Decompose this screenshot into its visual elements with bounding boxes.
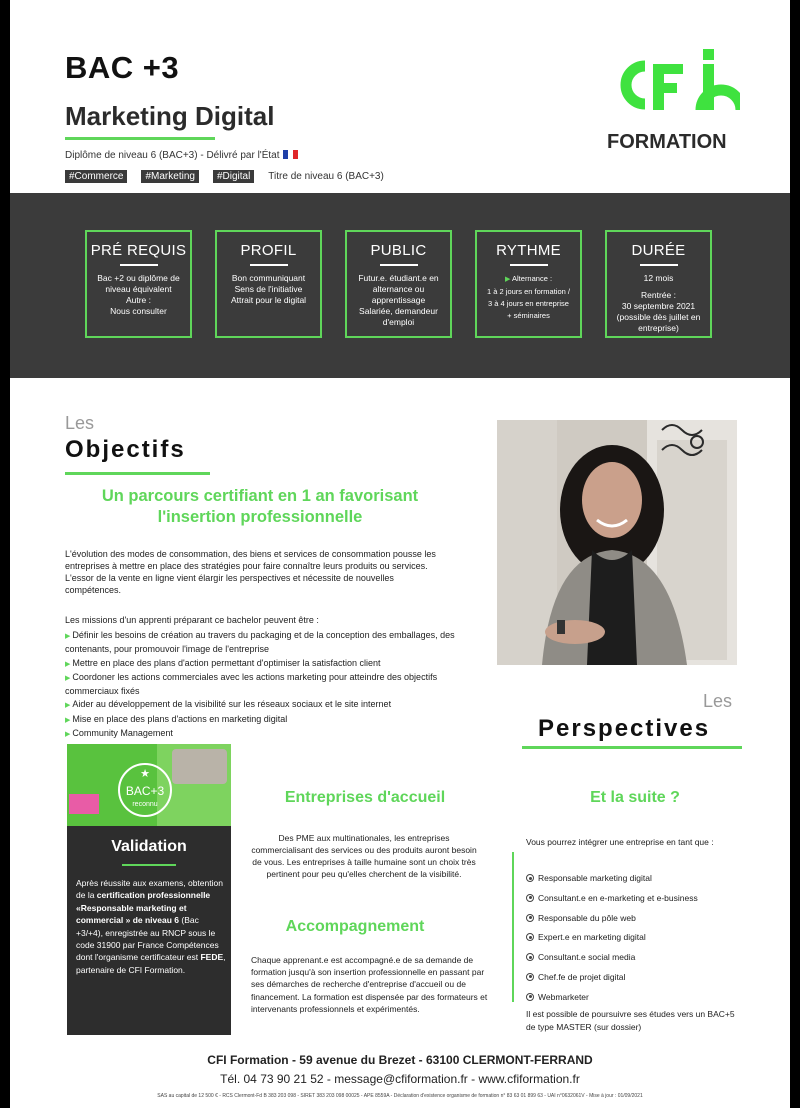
validation-divider [122,864,176,866]
card-prerequis [85,230,192,338]
list-item: Expert.e en marketing digital [526,928,741,948]
card-line: 3 à 4 jours en entreprise [488,299,569,308]
card-line: Futur.e. étudiant.e en alternance ou apprentissage [358,273,439,305]
list-item: ▶ Community Management [65,728,173,739]
diploma-info [65,150,298,161]
validation-box [67,826,231,1035]
svg-text:★: ★ [140,767,150,780]
list-item: Consultant.e social media [526,948,741,968]
svg-text:BAC+3: BAC+3 [125,784,165,798]
triangle-icon: ▶ [65,633,71,640]
jobs-list [526,869,741,1008]
footer-address: CFI Formation - 59 avenue du Brezet - 63100 CLERMONT-FERRAND [207,1053,593,1067]
bullet-icon [526,933,534,941]
triangle-icon: ▶ [504,276,511,283]
triangle-icon: ▶ [65,731,71,739]
card-line: Autre : [125,295,152,305]
tag-list [65,170,384,183]
bullet-icon [526,894,534,902]
student-photo [497,420,737,665]
objectifs-title: Objectifs [65,436,186,463]
card-divider [510,264,548,266]
page-title: BAC +3 [65,50,180,85]
card-line: Bon communiquant [231,273,306,283]
french-flag-icon [283,150,298,159]
cfi-formation-logo [607,46,740,150]
list-item: Responsable marketing digital [526,869,741,889]
card-line: Rentrée : [641,290,676,300]
accompagnement-heading: Accompagnement [285,918,425,935]
list-item: ▶ Définir les besoins de création au travers du packaging et de la conception des emballages, des contenants, pour promouvoir l'image de l'entreprise [65,630,455,655]
page-subtitle: Marketing Digital [65,101,275,131]
list-item: ▶ Aider au développement de la visibilité sur les réseaux sociaux et le site internet [65,699,392,710]
validation-title: Validation [111,838,187,855]
card-divider [120,264,158,266]
card-title: RYTHME [496,242,561,259]
bullet-icon [526,973,534,981]
perspectives-prefix: Les [703,691,733,711]
card-title: PRÉ REQUIS [90,242,187,259]
card-line: Bac +2 ou diplôme de niveau équivalent [97,273,180,294]
triangle-icon: ▶ [65,674,71,682]
list-item: Chef.fe de projet digital [526,968,741,988]
card-rythme [475,230,582,338]
objectifs-paragraph: L'évolution des modes de consommation, des biens et services de consommation pousse les entreprises à mettre en place des stratégies pour faire connaître leurs produits ou services. L'essor de la vente en ligne vient élargir les perspectives et nécessite de nouvelles compétences. [65,549,436,595]
card-line: + séminaires [507,311,550,320]
footer-contact: Tél. 04 73 90 21 52 - message@cfiformation.fr - www.cfiformation.fr [220,1072,580,1086]
triangle-icon: ▶ [65,716,71,724]
card-title: PROFIL [240,242,297,259]
card-title: PUBLIC [370,242,427,259]
suite-heading: Et la suite ? [590,789,680,806]
level-title: Titre de niveau 6 (BAC+3) [268,171,384,182]
card-divider [380,264,418,266]
entreprises-heading: Entreprises d'accueil [284,789,446,806]
bullet-icon [526,993,534,1001]
objectifs-headline: Un parcours certifiant en 1 an favorisant l'insertion professionnelle [101,487,419,526]
suite-outro: Il est possible de poursuivre ses études vers un BAC+5 de type MASTER (sur dossier) [526,1009,735,1032]
card-line: 30 septembre 2021 [621,301,696,311]
triangle-icon: ▶ [65,702,71,710]
title-underline [65,137,215,140]
bullet-icon [526,953,534,961]
objectifs-prefix: Les [65,413,95,433]
card-line: Attrait pour le digital [230,295,307,305]
card-profil [215,230,322,338]
list-item: Consultant.e en e-marketing et e-business [526,889,741,909]
card-line: 12 mois [643,273,674,283]
tag-commerce: #Commerce [65,170,127,183]
list-item: ▶ Mise en place des plans d'actions en marketing digital [65,713,288,724]
card-divider [640,264,678,266]
brochure-page [10,0,790,1108]
list-item: Responsable du pôle web [526,909,741,929]
entreprises-text: Des PME aux multinationales, les entreprises commercialisant des services ou des produits auront besoin de vous. Les entreprises à taille humaine sont un choix très pertinent pour peu qu'elles cherchent de la visibilité. [251,833,477,879]
list-item: ▶ Coordoner les actions commerciales avec les actions marketing pour atteindre des objectifs commerciaux fixés [65,671,438,697]
footer-legal: SAS au capital de 12 500 € - RCS Clermont-Fd B 383 203 098 - SIRET 383 203 098 00025 - APE 8559A - Déclaration d'existence organisme de formation n° 83 63 01 899 63 - UAI n°0632061V - Mise à jour : 01/09/2021 [157,1093,643,1099]
card-title: DURÉE [631,242,686,259]
list-item: Webmarketer [526,988,741,1008]
card-line: 1 à 2 jours en formation / [487,287,570,296]
perspectives-underline [522,746,742,749]
suite-accent-bar [512,852,514,1002]
missions-intro: Les missions d'un apprenti préparant ce bachelor peuvent être : [65,615,319,625]
perspectives-title: Perspectives [538,715,711,742]
svg-text:FORMATION: FORMATION [607,131,727,150]
missions-list [65,629,455,741]
validation-image [67,744,231,826]
suite-intro: Vous pourrez intégrer une entreprise en tant que : [526,837,714,847]
bullet-icon [526,914,534,922]
card-public [345,230,452,338]
svg-text:reconnu: reconnu [132,801,158,808]
card-duree [605,230,712,338]
accompagnement-text: Chaque apprenant.e est accompagné.e de sa demande de formation jusqu'à son insertion professionnelle en passant par ses démarches de recherche d'entreprise d'accueil ou de financement. La formation est dispensée par des formateurs et intervenants professionnels et expérimentés. [251,955,488,1014]
card-line: Sens de l'initiative [234,284,303,294]
tag-marketing: #Marketing [141,170,198,183]
card-line: Nous consulter [110,306,167,316]
bullet-icon [526,874,534,882]
card-line: Alternance : [512,274,553,283]
diploma-text: Diplôme de niveau 6 (BAC+3) - Délivré par l'État [65,150,280,161]
card-line: Salariée, demandeur d'emploi [359,306,438,327]
card-line: (possible dès juillet en entreprise) [616,312,701,333]
info-band [10,193,790,378]
card-divider [250,264,288,266]
list-item: ▶ Mettre en place des plans d'action permettant d'optimiser la satisfaction client [65,657,381,668]
tag-digital: #Digital [213,170,254,183]
validation-text: Après réussite aux examens, obtention de la certification professionnelle «Responsable marketing et commercial » de niveau 6 (Bac +3/+4), enregistrée au RNCP sous le code 31900 par France Compétences dont l'organisme certificateur est FEDE, partenaire de CFI Formation. [76,878,226,975]
triangle-icon: ▶ [65,660,71,668]
objectifs-underline [65,472,210,475]
